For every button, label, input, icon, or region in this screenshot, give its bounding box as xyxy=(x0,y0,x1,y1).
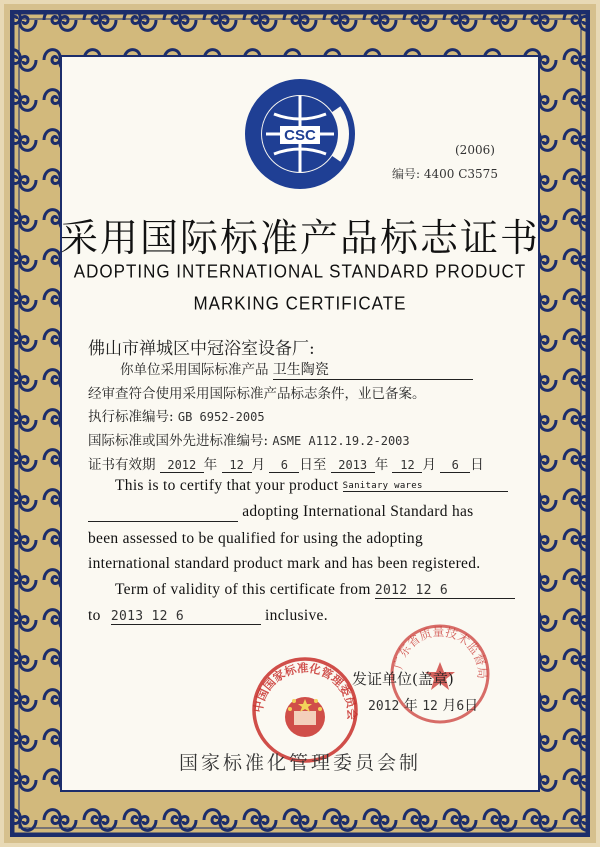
validity-label: 证书有效期 xyxy=(88,457,156,473)
from-month: 12 xyxy=(222,458,252,473)
approval-line: 经审查符合使用采用国际标准产品标志条件，业已备案。 xyxy=(88,386,426,402)
issue-unit-month: 月 xyxy=(442,698,457,714)
company-name: 佛山市禅城区中冠浴室设备厂: xyxy=(88,339,315,359)
unit-month: 月 xyxy=(251,457,266,473)
product-row xyxy=(120,358,473,380)
en-line1 xyxy=(115,477,508,495)
unit-day: 日 xyxy=(470,457,484,473)
en-certify-text: This is to certify that your product xyxy=(115,477,339,494)
en-to-date: 2013 12 6 xyxy=(111,609,261,625)
en-from-date: 2012 12 6 xyxy=(375,583,515,599)
en-line6 xyxy=(88,607,328,625)
footer-issuer: 国家标准化管理委员会制 xyxy=(178,752,421,774)
intl-standard-number: ASME A112.19.2-2003 xyxy=(272,434,410,448)
title-chinese: 采用国际标准产品标志证书 xyxy=(59,216,540,260)
en-line5 xyxy=(115,581,515,599)
serial-year: (2006) xyxy=(455,143,495,157)
issue-month: 12 xyxy=(422,699,438,714)
unit-year: 年 xyxy=(203,457,218,473)
issue-year: 2012 xyxy=(368,699,400,714)
product-value: 卫生陶瓷 xyxy=(273,359,473,380)
en-line4: international standard product mark and has been registered. xyxy=(88,555,481,572)
standard-row xyxy=(88,405,265,425)
issue-date-row xyxy=(368,695,478,715)
from-year: 2012 xyxy=(160,458,204,473)
issue-unit-day: 日 xyxy=(464,698,479,714)
title-english-line2: MARKING CERTIFICATE xyxy=(193,293,407,314)
unit-year: 年 xyxy=(374,457,389,473)
standard-label: 执行标准编号: xyxy=(88,409,174,425)
product-prefix: 你单位采用国际标准产品 xyxy=(120,362,269,378)
intl-standard-label: 国际标准或国外先进标准编号: xyxy=(88,433,269,449)
issue-day: 6 xyxy=(456,699,465,714)
en-to-label: to xyxy=(88,607,101,624)
csc-logo-icon xyxy=(244,78,356,190)
standard-number: GB 6952-2005 xyxy=(177,410,265,424)
en-product-blank xyxy=(88,503,238,522)
en-product-value: Sanitary wares xyxy=(343,481,508,492)
serial-number: 4400 C3575 xyxy=(423,167,498,181)
en-validity-text: Term of validity of this certificate from xyxy=(115,581,371,598)
issue-unit-year: 年 xyxy=(403,698,418,714)
en-inclusive-text: inclusive. xyxy=(265,607,328,624)
to-year: 2013 xyxy=(331,458,375,473)
to-day: 6 xyxy=(440,458,470,473)
serial-label: 编号: xyxy=(392,167,421,181)
title-english-line1: ADOPTING INTERNATIONAL STANDARD PRODUCT xyxy=(73,261,527,282)
logo-text: CSC xyxy=(284,127,316,144)
to-month: 12 xyxy=(392,458,422,473)
en-line3: been assessed to be qualified for using the adopting xyxy=(88,530,423,547)
en-adopting-text: adopting International Standard has xyxy=(242,503,474,520)
serial-number-row xyxy=(392,165,498,182)
unit-month: 月 xyxy=(422,457,436,473)
right-stamp-text: 广东省质量技术监督局 xyxy=(391,624,490,680)
unit-day-to: 日至 xyxy=(299,457,327,473)
intl-standard-row xyxy=(88,429,410,449)
from-day: 6 xyxy=(269,458,299,473)
left-stamp-text: 中国国家标准化管理委员会 xyxy=(250,660,360,721)
validity-row xyxy=(88,453,484,473)
en-line2 xyxy=(88,503,474,522)
issuer-label: 发证单位(盖章) xyxy=(352,670,454,688)
